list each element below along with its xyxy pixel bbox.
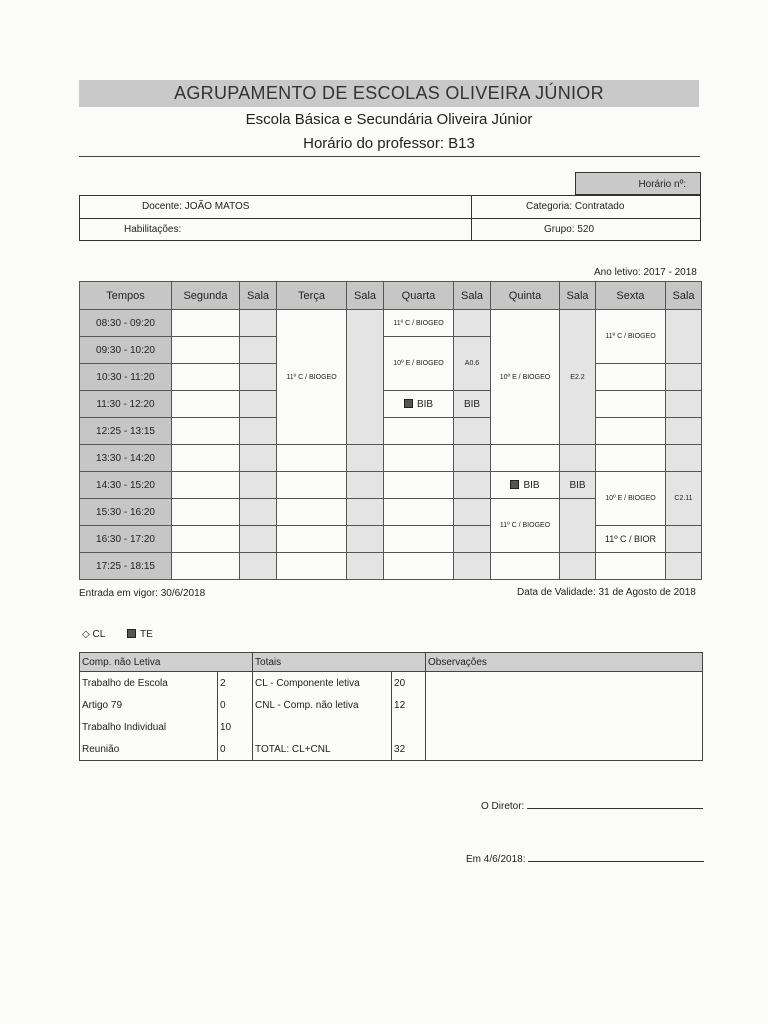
cell-sala: [240, 553, 277, 580]
time-slot: 17:25 - 18:15: [80, 553, 172, 580]
cell-sala: [454, 526, 491, 553]
cell-sala: [454, 472, 491, 499]
class-quarta-bib: [384, 391, 454, 418]
schedule-row: [80, 553, 702, 580]
cell-sala: [240, 499, 277, 526]
cell-sala: [560, 499, 596, 553]
cell-terca: [277, 499, 347, 526]
col-sala: Sala: [347, 282, 384, 310]
legend-te: [127, 629, 153, 640]
ano-letivo: Ano letivo: 2017 - 2018: [594, 267, 697, 278]
sala-sexta-2: C2.11: [666, 472, 702, 526]
comp-label: Artigo 79: [82, 699, 123, 711]
cell-sexta: [596, 445, 666, 472]
cell-sala: [454, 499, 491, 526]
time-slot: 15:30 - 16:20: [80, 499, 172, 526]
class-sexta-3: 11º C / BIOR: [596, 526, 666, 553]
cell-segunda: [172, 337, 240, 364]
diretor-label: O Diretor:: [481, 801, 525, 812]
te-square-icon: [127, 629, 136, 638]
cell-sala: [454, 418, 491, 445]
schedule-row: [80, 418, 702, 445]
diretor-signature-line: [527, 799, 703, 809]
info-horizontal-divider: [80, 218, 700, 219]
header-observacoes: Observações: [426, 653, 703, 672]
totais-label: CNL - Comp. não letiva: [253, 694, 392, 716]
legend-cl-label: CL: [92, 629, 106, 640]
date-label: Em 4/6/2018:: [466, 854, 526, 865]
cell-quinta: [491, 553, 560, 580]
time-slot: 11:30 - 12:20: [80, 391, 172, 418]
diretor-signature: [481, 799, 703, 812]
docente-field: Docente: JOÃO MATOS: [142, 201, 250, 212]
cell-quarta: [384, 472, 454, 499]
col-tempos: Tempos: [80, 282, 172, 310]
observacoes-cell: [426, 672, 703, 761]
cell-sala: [240, 472, 277, 499]
bib-label: BIB: [416, 398, 434, 410]
cell-quarta: [384, 445, 454, 472]
cell-quarta: [384, 526, 454, 553]
components-row: [80, 672, 703, 695]
class-quarta-2: 10º E / BIOGEO: [384, 337, 454, 391]
cell-sexta: [596, 391, 666, 418]
cell-sala: [560, 445, 596, 472]
comp-value: 0: [218, 738, 253, 761]
schedule-row: [80, 445, 702, 472]
cell-quarta: [384, 499, 454, 526]
cell-sala: [560, 553, 596, 580]
time-slot: 16:30 - 17:20: [80, 526, 172, 553]
totais-value: 12: [392, 694, 426, 716]
cell-segunda: [172, 553, 240, 580]
comp-value: 0: [218, 694, 253, 716]
col-sexta: Sexta: [596, 282, 666, 310]
header-comp-nao-letiva: Comp. não Letiva: [80, 653, 253, 672]
cell-segunda: [172, 391, 240, 418]
date-signature-line: [528, 852, 704, 862]
school-name: Escola Básica e Secundária Oliveira Júnior: [245, 111, 533, 128]
sala-quarta-2: A0.6: [454, 337, 491, 391]
cell-terca: [277, 445, 347, 472]
cell-sala: [240, 391, 277, 418]
habilitacoes-field: Habilitações:: [124, 224, 182, 235]
class-terca-1: 11º C / BIOGEO: [277, 310, 347, 445]
totais-value: 32: [392, 738, 426, 761]
cell-sala: [666, 526, 702, 553]
col-sala: Sala: [454, 282, 491, 310]
header-divider: [79, 156, 700, 157]
data-de-validade: Data de Validade: 31 de Agosto de 2018: [517, 587, 696, 598]
cell-segunda: [172, 499, 240, 526]
totais-label: TOTAL: CL+CNL: [253, 738, 392, 761]
col-terca: Terça: [277, 282, 347, 310]
time-slot: 14:30 - 15:20: [80, 472, 172, 499]
schedule-row: [80, 526, 702, 553]
col-quarta: Quarta: [384, 282, 454, 310]
schedule-title: Horário do professor: B13: [303, 135, 475, 152]
te-square-icon: [404, 399, 413, 408]
horario-number-label: Horário nº:: [638, 179, 686, 190]
sala-quarta-bib: BIB: [454, 391, 491, 418]
cell-sexta: [596, 364, 666, 391]
cell-segunda: [172, 418, 240, 445]
cell-segunda: [172, 526, 240, 553]
cell-quinta: [491, 445, 560, 472]
schedule-row: [80, 310, 702, 337]
cell-quarta: [384, 418, 454, 445]
time-slot: 10:30 - 11:20: [80, 364, 172, 391]
cell-sala: [666, 445, 702, 472]
class-quinta-2: 11º C / BIOGEO: [491, 499, 560, 553]
cell-sala: [347, 310, 384, 445]
totais-label: CL - Componente letiva: [253, 672, 392, 695]
comp-label: Trabalho de Escola: [82, 677, 168, 689]
comp-label: Trabalho Individual: [82, 721, 167, 733]
schedule-row: [80, 391, 702, 418]
totais-value: [392, 716, 426, 738]
cell-sala: [454, 310, 491, 337]
class-quinta-1: 10º E / BIOGEO: [491, 310, 560, 445]
sala-quinta-bib: BIB: [560, 472, 596, 499]
cell-terca: [277, 472, 347, 499]
cell-segunda: [172, 445, 240, 472]
cell-sala: [347, 499, 384, 526]
schedule-header-row: [80, 282, 702, 310]
cell-sala: [240, 364, 277, 391]
time-slot: 12:25 - 13:15: [80, 418, 172, 445]
bib-label: BIB: [523, 479, 540, 491]
legend-te-label: TE: [140, 629, 153, 640]
components-table: [79, 652, 703, 761]
col-quinta: Quinta: [491, 282, 560, 310]
teacher-info-box: [79, 195, 701, 241]
class-quarta-1: 11º C / BIOGEO: [384, 310, 454, 337]
te-square-icon: [510, 480, 519, 489]
cell-quarta: [384, 553, 454, 580]
totais-label: [253, 716, 392, 738]
cell-sexta: [596, 553, 666, 580]
cell-segunda: [172, 364, 240, 391]
entrada-em-vigor: Entrada em vigor: 30/6/2018: [79, 588, 206, 599]
cell-sala: [347, 445, 384, 472]
sala-quinta-1: E2.2: [560, 310, 596, 445]
cell-terca: [277, 526, 347, 553]
school-group-title: AGRUPAMENTO DE ESCOLAS OLIVEIRA JÚNIOR: [79, 80, 699, 107]
time-slot: 13:30 - 14:20: [80, 445, 172, 472]
cell-sala: [240, 310, 277, 337]
cell-sala: [666, 391, 702, 418]
cell-sala: [666, 553, 702, 580]
time-slot: 08:30 - 09:20: [80, 310, 172, 337]
col-sala: Sala: [560, 282, 596, 310]
cell-sala: [454, 553, 491, 580]
cell-sala: [454, 445, 491, 472]
schedule-row: [80, 472, 702, 499]
cell-sala: [666, 418, 702, 445]
totais-value: 20: [392, 672, 426, 695]
comp-value: 2: [218, 672, 253, 695]
date-signature: [466, 852, 704, 865]
cell-sala: [666, 364, 702, 391]
class-sexta-2: 10º E / BIOGEO: [596, 472, 666, 526]
cell-sala: [240, 418, 277, 445]
cell-sexta: [596, 418, 666, 445]
col-segunda: Segunda: [172, 282, 240, 310]
grupo-field: Grupo: 520: [544, 224, 595, 235]
components-header-row: [80, 653, 703, 672]
cell-sala: [240, 526, 277, 553]
cell-sala: [347, 472, 384, 499]
cell-sala: [240, 445, 277, 472]
horario-number-box: [575, 172, 701, 195]
col-sala: Sala: [666, 282, 702, 310]
cell-segunda: [172, 310, 240, 337]
cell-sala: [347, 553, 384, 580]
class-quinta-bib: [491, 472, 560, 499]
cell-sala: [666, 310, 702, 364]
comp-label: Reunião: [82, 743, 120, 755]
header-totais: Totais: [253, 653, 426, 672]
categoria-field: Categoria: Contratado: [526, 201, 625, 212]
class-sexta-1: 11º C / BIOGEO: [596, 310, 666, 364]
comp-value: 10: [218, 716, 253, 738]
col-sala: Sala: [240, 282, 277, 310]
legend-cl: [82, 629, 105, 640]
cell-sala: [347, 526, 384, 553]
cell-sala: [240, 337, 277, 364]
diamond-icon: ◇: [82, 629, 90, 640]
time-slot: 09:30 - 10:20: [80, 337, 172, 364]
schedule-table: [79, 281, 702, 580]
cell-segunda: [172, 472, 240, 499]
cell-terca: [277, 553, 347, 580]
